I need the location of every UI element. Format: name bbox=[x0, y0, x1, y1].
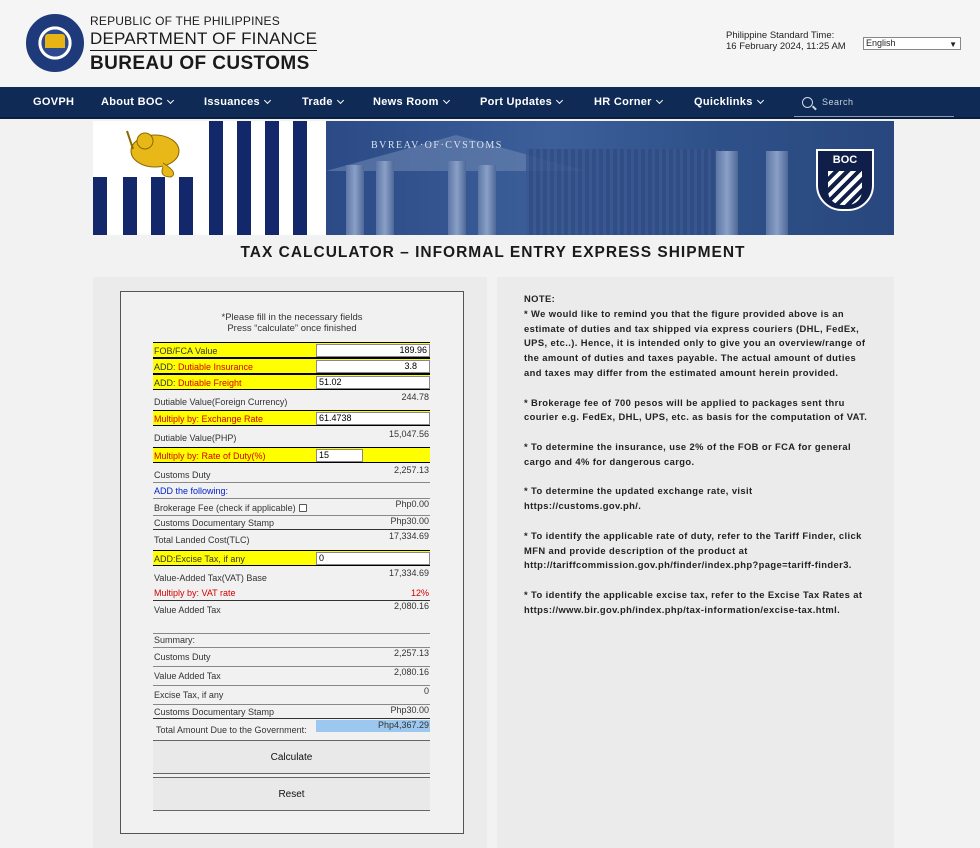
note-disclaimer: * We would like to remind you that the figure provided above is an estimate of duties and tax shipped via express couriers (DHL, FedEx, UPS, etc..). Hence, it is intended only to give you an overview/range of the amount of duties and taxes payable. The actual amount of duties and taxes may differ from the estimated amount herein provided. bbox=[524, 307, 866, 378]
vat-base-label: Value-Added Tax(VAT) Base bbox=[154, 573, 267, 583]
exchange-rate-row bbox=[153, 410, 430, 426]
sea-lion-emblem-icon bbox=[119, 127, 189, 179]
summary-stamp-value: Php30.00 bbox=[390, 705, 429, 715]
department-line: DEPARTMENT OF FINANCE bbox=[90, 29, 317, 51]
main-nav bbox=[0, 87, 980, 119]
total-amount-label: Total Amount Due to the Government: bbox=[156, 725, 307, 735]
pst-value: 16 February 2024, 11:25 AM bbox=[726, 41, 846, 52]
insurance-prefix: ADD: bbox=[154, 362, 176, 372]
dutiable-value-php-label: Dutiable Value(PHP) bbox=[154, 433, 237, 443]
vat-value: 2,080.16 bbox=[393, 601, 429, 611]
chevron-down-icon bbox=[556, 97, 563, 104]
vat-base-row bbox=[153, 568, 430, 584]
vat-label: Value Added Tax bbox=[154, 605, 221, 615]
documentary-stamp-value: Php30.00 bbox=[390, 516, 429, 526]
nav-port-updates[interactable]: Port Updates bbox=[480, 96, 562, 108]
summary-excise-label: Excise Tax, if any bbox=[154, 690, 224, 700]
note-insurance: * To determine the insurance, use 2% of the FOB or FCA for general cargo and 4% for dangerous cargo. bbox=[524, 440, 851, 467]
summary-duty-row bbox=[153, 648, 430, 664]
customs-duty-label: Customs Duty bbox=[154, 470, 211, 480]
language-selected: English bbox=[866, 38, 896, 48]
duty-rate-input[interactable]: 15 bbox=[316, 449, 363, 462]
total-landed-cost-value: 17,334.69 bbox=[388, 531, 429, 541]
chevron-down-icon bbox=[337, 97, 344, 104]
chevron-down-icon: ▼ bbox=[949, 40, 957, 49]
nav-quicklinks[interactable]: Quicklinks bbox=[694, 96, 763, 108]
vat-rate-value: 12% bbox=[410, 588, 429, 598]
total-amount-value: Php4,367.29 bbox=[316, 720, 430, 732]
bureau-line: BUREAU OF CUSTOMS bbox=[90, 53, 310, 74]
chevron-down-icon bbox=[656, 97, 663, 104]
summary-stamp-label: Customs Documentary Stamp bbox=[154, 707, 275, 717]
summary-excise-row bbox=[153, 686, 430, 702]
freight-label: Dutiable Freight bbox=[175, 378, 242, 388]
calculator-notes bbox=[524, 292, 869, 632]
total-landed-cost-row bbox=[153, 531, 430, 547]
summary-label: Summary: bbox=[154, 635, 196, 645]
customs-building-photo bbox=[326, 121, 894, 235]
note-heading: NOTE: bbox=[524, 293, 556, 304]
dof-seal-logo[interactable] bbox=[26, 14, 84, 72]
nav-hr-corner[interactable]: HR Corner bbox=[594, 96, 662, 108]
summary-vat-label: Value Added Tax bbox=[154, 671, 221, 681]
hero-banner bbox=[93, 121, 894, 235]
note-exchange-rate: * To determine the updated exchange rate, visit https://customs.gov.ph/. bbox=[524, 485, 753, 512]
brokerage-row bbox=[153, 499, 430, 515]
summary-excise-value: 0 bbox=[423, 686, 429, 696]
brokerage-value: Php0.00 bbox=[395, 499, 429, 509]
dutiable-value-php-value: 15,047.56 bbox=[388, 429, 429, 439]
add-following-label: ADD the following: bbox=[154, 486, 229, 496]
brokerage-label: Brokerage Fee (check if applicable) bbox=[154, 503, 296, 513]
agency-name[interactable] bbox=[90, 14, 317, 75]
dutiable-value-php-row bbox=[153, 429, 430, 445]
search-icon bbox=[802, 97, 813, 108]
page-title: TAX CALCULATOR – INFORMAL ENTRY EXPRESS SHIPMENT bbox=[240, 244, 746, 261]
insurance-input[interactable]: 3.8 bbox=[316, 360, 430, 373]
building-inscription: BVREAV·OF·CVSTOMS bbox=[371, 140, 503, 151]
total-amount-row bbox=[153, 721, 430, 737]
brokerage-checkbox[interactable] bbox=[299, 504, 307, 512]
fob-row bbox=[153, 342, 430, 358]
note-brokerage: * Brokerage fee of 700 pesos will be applied to packages sent thru courier e.g. FedEx, DHL, UPS, etc. as basis for the computation of VAT. bbox=[524, 396, 868, 423]
note-rate-of-duty: * To identify the applicable rate of duty, refer to the Tariff Finder, click MFN and provide description of the product at http://tariffcommission.gov.ph/finder/index.php?page=tariff-finder3. bbox=[524, 529, 862, 571]
boc-shield-logo bbox=[816, 149, 874, 211]
customs-duty-row bbox=[153, 465, 430, 481]
calculator-instructions: *Please fill in the necessary fields Press “calculate” once finished bbox=[221, 312, 363, 334]
vat-rate-label: Multiply by: VAT rate bbox=[154, 588, 236, 598]
republic-line: REPUBLIC OF THE PHILIPPINES bbox=[90, 14, 280, 28]
chevron-down-icon bbox=[264, 97, 271, 104]
pst-label: Philippine Standard Time: bbox=[726, 30, 835, 41]
insurance-row bbox=[153, 358, 430, 374]
vat-row bbox=[153, 601, 430, 617]
nav-trade[interactable]: Trade bbox=[302, 96, 343, 108]
search-placeholder: Search bbox=[822, 97, 854, 107]
calculate-button[interactable]: Calculate bbox=[153, 740, 430, 774]
language-select[interactable] bbox=[863, 37, 961, 50]
insurance-label: Dutiable Insurance bbox=[175, 362, 254, 372]
dutiable-value-foreign-row bbox=[153, 392, 430, 408]
dutiable-value-foreign-label: Dutiable Value(Foreign Currency) bbox=[154, 397, 288, 407]
philippine-standard-time bbox=[726, 30, 846, 52]
excise-tax-label: ADD:Excise Tax, if any bbox=[154, 554, 245, 564]
dutiable-value-foreign-value: 244.78 bbox=[401, 392, 429, 402]
site-header bbox=[0, 0, 980, 87]
vat-base-value: 17,334.69 bbox=[388, 568, 429, 578]
nav-govph[interactable]: GOVPH bbox=[33, 96, 75, 108]
reset-button[interactable]: Reset bbox=[153, 777, 430, 811]
duty-rate-row bbox=[153, 447, 430, 463]
excise-tax-row bbox=[153, 550, 430, 566]
excise-tax-input[interactable]: 0 bbox=[316, 552, 430, 565]
boc-badge-text: BOC bbox=[832, 154, 858, 166]
summary-duty-label: Customs Duty bbox=[154, 652, 211, 662]
duty-rate-label: Multiply by: Rate of Duty(%) bbox=[154, 451, 266, 461]
total-landed-cost-label: Total Landed Cost(TLC) bbox=[154, 535, 250, 545]
customs-duty-value: 2,257.13 bbox=[393, 465, 429, 475]
freight-input[interactable]: 51.02 bbox=[316, 376, 430, 389]
nav-issuances[interactable]: Issuances bbox=[204, 96, 270, 108]
summary-duty-value: 2,257.13 bbox=[393, 648, 429, 658]
freight-row bbox=[153, 374, 430, 390]
chevron-down-icon bbox=[757, 97, 764, 104]
exchange-rate-label: Multiply by: Exchange Rate bbox=[154, 414, 264, 424]
nav-news-room[interactable]: News Room bbox=[373, 96, 449, 108]
add-following-row bbox=[153, 483, 430, 499]
search-input[interactable] bbox=[794, 87, 954, 117]
fob-input[interactable]: 189.96 bbox=[316, 344, 430, 357]
freight-prefix: ADD: bbox=[154, 378, 176, 388]
chevron-down-icon bbox=[443, 97, 450, 104]
fob-label: FOB/FCA Value bbox=[154, 346, 218, 356]
summary-vat-value: 2,080.16 bbox=[393, 667, 429, 677]
nav-about-boc[interactable]: About BOC bbox=[101, 96, 173, 108]
note-excise-tax: * To identify the applicable excise tax, refer to the Excise Tax Rates at https://www.bir.gov.ph/index.php/tax-information/excise-tax.html. bbox=[524, 588, 863, 615]
exchange-rate-input[interactable]: 61.4738 bbox=[316, 412, 430, 425]
documentary-stamp-label: Customs Documentary Stamp bbox=[154, 518, 275, 528]
chevron-down-icon bbox=[167, 97, 174, 104]
summary-vat-row bbox=[153, 667, 430, 683]
